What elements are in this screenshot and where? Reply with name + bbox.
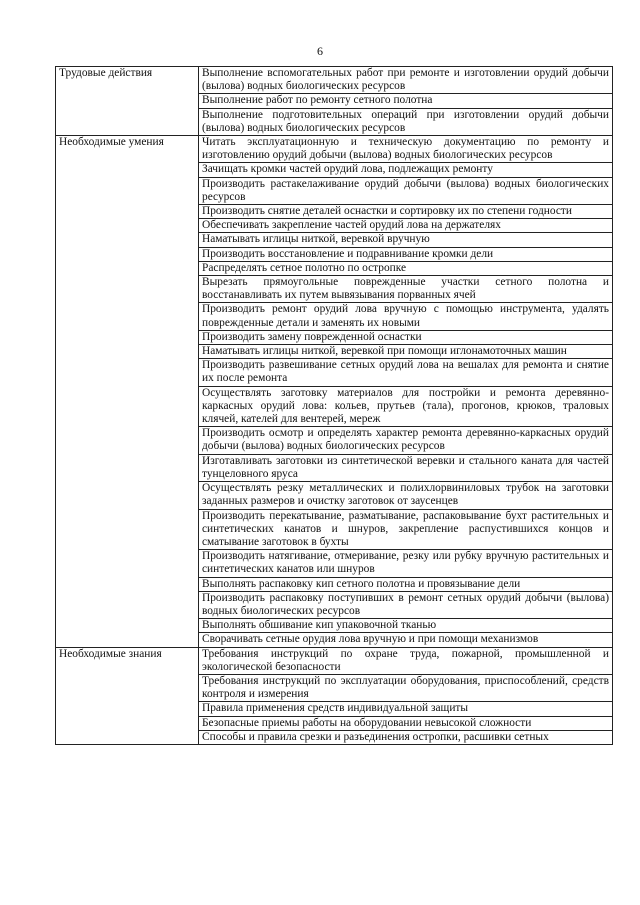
table-row — [56, 136, 613, 163]
requirement-item: Сворачивать сетные орудия лова вручную и при помощи механизмов — [199, 633, 613, 647]
section-label: Трудовые действия — [56, 67, 199, 136]
section-label: Необходимые знания — [56, 647, 199, 744]
competency-table-body — [56, 67, 613, 745]
requirement-item: Наматывать иглицы ниткой, веревкой при помощи иглонамоточных машин — [199, 345, 613, 359]
requirement-item: Производить осмотр и определять характер ремонта деревянно-каркасных орудий добычи (вылова) водных биологических ресурсов — [199, 427, 613, 454]
requirement-item: Выполнение подготовительных операций при изготовлении орудий добычи (вылова) водных биологических ресурсов — [199, 108, 613, 135]
page-number: 6 — [317, 44, 323, 58]
requirement-item: Производить восстановление и подравнивание кромки дели — [199, 247, 613, 261]
requirement-item: Изготавливать заготовки из синтетической веревки и стального каната для частей тунцеловного яруса — [199, 454, 613, 481]
requirement-item: Производить ремонт орудий лова вручную с помощью инструмента, удалять поврежденные детали и заменять их новыми — [199, 303, 613, 330]
requirement-item: Производить растакелаживание орудий добычи (вылова) водных биологических ресурсов — [199, 177, 613, 204]
requirement-item: Производить распаковку поступивших в ремонт сетных орудий добычи (вылова) водных биологических ресурсов — [199, 591, 613, 618]
requirement-item: Зачищать кромки частей орудий лова, подлежащих ремонту — [199, 163, 613, 177]
requirement-item: Способы и правила срезки и разъединения остропки, расшивки сетных — [199, 730, 613, 744]
requirement-item: Производить снятие деталей оснастки и сортировку их по степени годности — [199, 205, 613, 219]
requirement-item: Наматывать иглицы ниткой, веревкой вручную — [199, 233, 613, 247]
requirement-item: Выполнение вспомогательных работ при ремонте и изготовлении орудий добычи (вылова) водных биологических ресурсов — [199, 67, 613, 94]
requirement-item: Вырезать прямоугольные поврежденные участки сетного полотна и восстанавливать их путем вывязывания порванных ячей — [199, 276, 613, 303]
requirement-item: Выполнять обшивание кип упаковочной тканью — [199, 619, 613, 633]
table-row — [56, 67, 613, 94]
requirement-item: Производить натягивание, отмеривание, резку или рубку вручную растительных и синтетических канатов или шнуров — [199, 550, 613, 577]
requirement-item: Осуществлять заготовку материалов для постройки и ремонта деревянно-каркасных орудий лова: кольев, прутьев (тала), прогонов, крюков, траловых клячей, кателей для вентерей, мереж — [199, 386, 613, 427]
requirement-item: Обеспечивать закрепление частей орудий лова на держателях — [199, 219, 613, 233]
requirement-item: Требования инструкций по эксплуатации оборудования, приспособлений, средств контроля и измерения — [199, 674, 613, 701]
requirement-item: Выполнять распаковку кип сетного полотна и провязывание дели — [199, 577, 613, 591]
requirement-item: Производить развешивание сетных орудий лова на вешалах для ремонта и снятие их после ремонта — [199, 359, 613, 386]
requirement-item: Распределять сетное полотно по остропке — [199, 261, 613, 275]
competency-table — [55, 66, 613, 745]
section-label: Необходимые умения — [56, 136, 199, 648]
requirement-item: Осуществлять резку металлических и полихлорвиниловых трубок на заготовки заданных размеров и очистку заготовок от заусенцев — [199, 482, 613, 509]
requirement-item: Производить замену поврежденной оснастки — [199, 330, 613, 344]
requirement-item: Правила применения средств индивидуальной защиты — [199, 702, 613, 716]
table-row — [56, 647, 613, 674]
requirement-item: Безопасные приемы работы на оборудовании невысокой сложности — [199, 716, 613, 730]
requirement-item: Читать эксплуатационную и техническую документацию по ремонту и изготовлению орудий добычи (вылова) водных биологических ресурсов — [199, 136, 613, 163]
requirement-item: Выполнение работ по ремонту сетного полотна — [199, 94, 613, 108]
requirement-item: Требования инструкций по охране труда, пожарной, промышленной и экологической безопасности — [199, 647, 613, 674]
requirement-item: Производить перекатывание, разматывание, распаковывание бухт растительных и синтетических канатов и шнуров, закрепление распустившихся концов и сматывание заготовок в бухты — [199, 509, 613, 550]
